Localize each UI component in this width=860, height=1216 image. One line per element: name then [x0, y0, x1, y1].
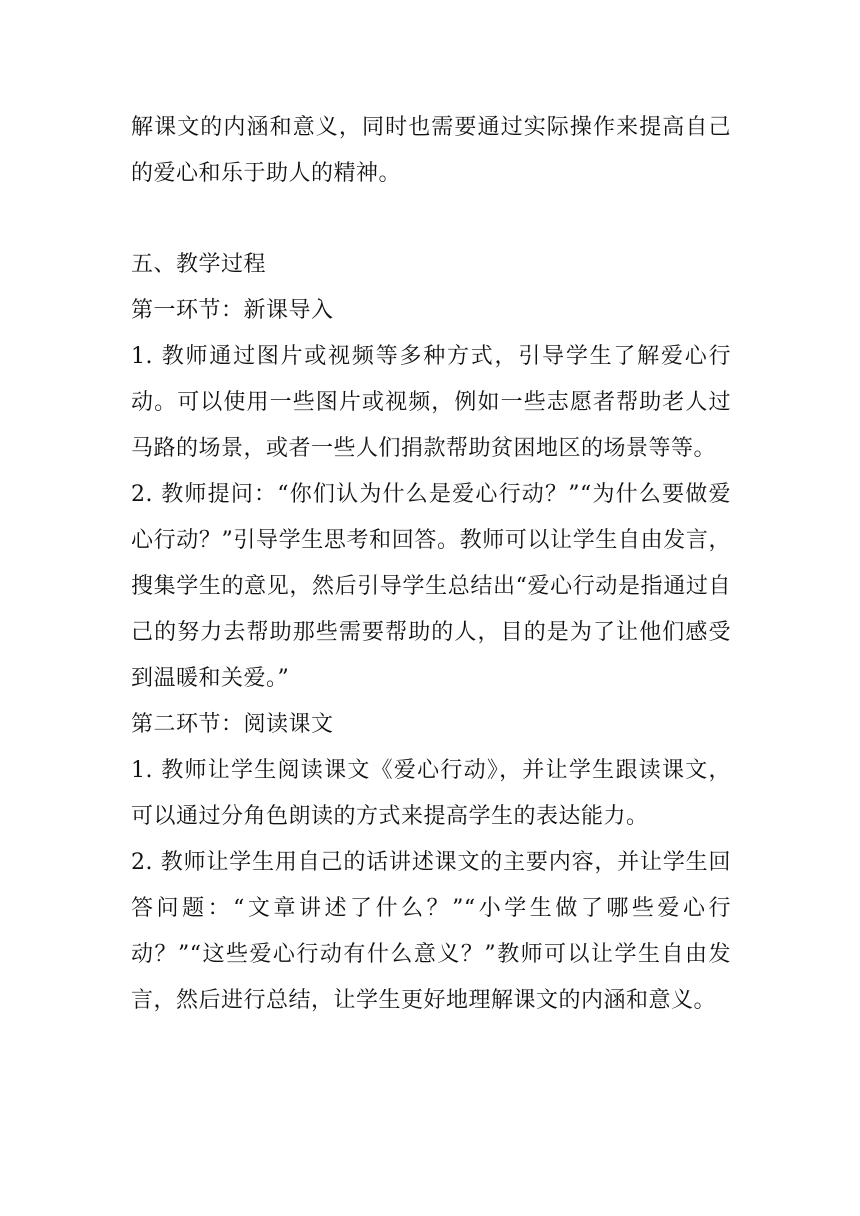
step1-item-1: 1. 教师通过图片或视频等多种方式，引导学生了解爱心行动。可以使用一些图片或视频，例如一些志愿者帮助老人过马路的场景，或者一些人们捐款帮助贫困地区的场景等等。 [131, 344, 731, 461]
step1-item-2: 2. 教师提问：“你们认为什么是爱心行动？”“为什么要做爱心行动？”引导学生思考和回答。教师可以让学生自由发言，搜集学生的意见，然后引导学生总结出“爱心行动是指通过自己的努力去帮助那些需要帮助的人，目的是为了让他们感受到温暖和关爱。” [131, 482, 731, 691]
section-heading-teaching-process: 五、教学过程 [131, 252, 267, 277]
step2-item-1: 1. 教师让学生阅读课文《爱心行动》，并让学生跟读课文，可以通过分角色朗读的方式来提高学生的表达能力。 [131, 758, 731, 829]
step2-item-2: 2. 教师让学生用自己的话讲述课文的主要内容，并让学生回答问题：“文章讲述了什么？”“小学生做了哪些爱心行动？”“这些爱心行动有什么意义？”教师可以让学生自由发言，然后进行总结，让学生更好地理解课文的内涵和意义。 [131, 850, 731, 1013]
paragraph-gap [131, 197, 731, 242]
document-body [131, 105, 731, 1024]
intro-continuation-paragraph: 解课文的内涵和意义，同时也需要通过实际操作来提高自己的爱心和乐于助人的精神。 [131, 115, 731, 186]
step2-heading: 第二环节：阅读课文 [131, 712, 334, 737]
step1-heading: 第一环节：新课导入 [131, 298, 334, 323]
